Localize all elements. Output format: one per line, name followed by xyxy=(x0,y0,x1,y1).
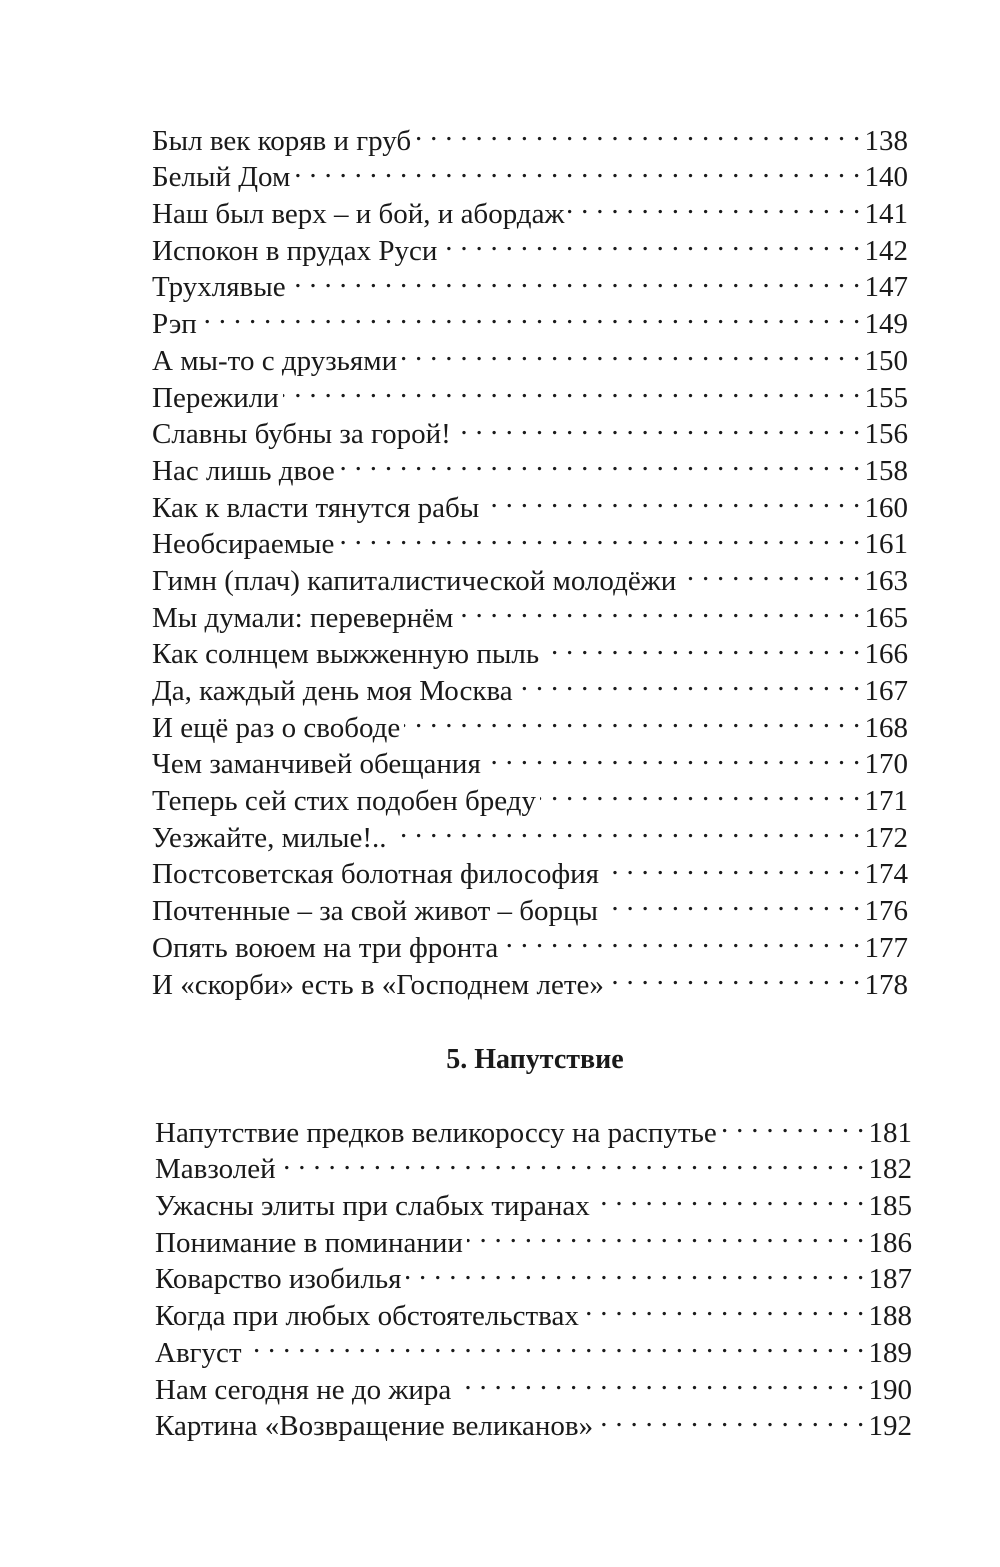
toc-dot-leader xyxy=(290,260,861,297)
toc-entry-page-number: 168 xyxy=(864,711,908,744)
toc-entry-title: Нас лишь двое xyxy=(152,454,335,487)
toc-dot-leader xyxy=(608,957,861,994)
toc-dot-leader xyxy=(415,113,860,150)
toc-dot-leader xyxy=(583,1288,865,1325)
toc-entry-page-number: 188 xyxy=(868,1300,912,1333)
toc-entry xyxy=(152,296,908,341)
toc-entry xyxy=(152,113,908,157)
toc-dot-leader xyxy=(283,370,861,407)
toc-entry-page-number: 189 xyxy=(868,1336,912,1369)
toc-entry-page-number: 160 xyxy=(864,491,908,524)
toc-entry-page-number: 190 xyxy=(868,1373,912,1406)
toc-dot-leader xyxy=(517,663,861,700)
toc-entry-title: Был век коряв и груб xyxy=(152,124,412,157)
toc-dot-leader xyxy=(543,627,860,664)
toc-dot-leader xyxy=(568,186,860,223)
toc-entry-title: И «скорби» есть в «Господнем лете» xyxy=(152,968,604,1001)
toc-entry-page-number: 167 xyxy=(864,675,908,707)
toc-dot-leader xyxy=(483,480,860,517)
toc-entry-page-number: 165 xyxy=(864,601,908,634)
toc-entry-page-number: 187 xyxy=(868,1263,912,1296)
toc-dot-leader xyxy=(391,810,861,847)
toc-entry-page-number: 155 xyxy=(864,381,908,414)
toc-entry-title: Уезжайте, милые!.. xyxy=(152,821,387,854)
toc-entry-title: Пережили xyxy=(152,381,279,414)
toc-entry-title: Картина «Возвращение великанов» xyxy=(155,1410,594,1443)
toc-entry-title: Белый Дом xyxy=(152,161,291,194)
toc-entry-title: Понимание в поминании xyxy=(155,1226,463,1259)
toc-dot-leader xyxy=(680,553,860,590)
toc-entry-title: Трухлявые xyxy=(152,271,286,304)
toc-entry-page-number: 150 xyxy=(864,344,908,377)
toc-entry xyxy=(155,1362,912,1406)
toc-entry-title: А мы-то с друзьями xyxy=(152,344,398,377)
toc-entry-title: Чем заманчивей обещания xyxy=(152,748,481,781)
toc-entry-title: Постсоветская болотная философия xyxy=(152,858,599,891)
toc-dot-leader xyxy=(457,590,860,627)
toc-entry-page-number: 163 xyxy=(864,564,908,597)
toc-entry-title: Как солнцем выжженную пыль xyxy=(152,638,540,671)
toc-entry xyxy=(155,1105,912,1149)
toc-entry-page-number: 156 xyxy=(864,418,908,451)
toc-entry-page-number: 161 xyxy=(864,528,908,561)
toc-dot-leader xyxy=(401,333,860,370)
toc-dot-leader xyxy=(455,1362,864,1399)
toc-dot-leader xyxy=(721,1105,865,1142)
toc-dot-leader xyxy=(540,773,861,810)
toc-entry-page-number: 140 xyxy=(864,161,908,194)
toc-entry-title: Как к власти тянутся рабы xyxy=(152,491,480,524)
toc-dot-leader xyxy=(339,443,861,480)
toc-entry-title: Коварство изобилья xyxy=(155,1263,402,1296)
toc-entry-page-number: 147 xyxy=(864,271,908,304)
toc-entry-page-number: 186 xyxy=(868,1226,912,1259)
toc-dot-leader xyxy=(441,223,860,260)
toc-entry-page-number: 158 xyxy=(864,454,908,487)
toc-list-part2 xyxy=(155,1105,912,1443)
toc-entry-page-number: 138 xyxy=(864,124,908,157)
toc-entry-title: Да, каждый день моя Москва xyxy=(152,675,513,707)
toc-entry xyxy=(155,1325,912,1369)
toc-entry-title: Когда при любых обстоятельствах xyxy=(155,1300,579,1333)
toc-entry-title: Теперь сей стих подобен бреду xyxy=(152,785,536,818)
toc-dot-leader xyxy=(597,1399,864,1436)
toc-entry-page-number: 142 xyxy=(864,234,908,267)
toc-entry-title: Рэп xyxy=(152,308,197,341)
toc-dot-leader xyxy=(406,1252,865,1289)
toc-entry-page-number: 176 xyxy=(864,895,908,928)
toc-entry-page-number: 166 xyxy=(864,638,908,671)
toc-entry-page-number: 170 xyxy=(864,748,908,781)
toc-entry-title: Испокон в прудах Руси xyxy=(152,234,438,267)
toc-entry-page-number: 172 xyxy=(864,821,908,854)
toc-entry-title: Наш был верх – и бой, и абордаж xyxy=(152,198,565,231)
toc-dot-leader xyxy=(502,920,860,957)
toc-entry xyxy=(152,333,908,377)
toc-entry-page-number: 178 xyxy=(864,968,908,1001)
section-heading: 5. Напутствие xyxy=(446,1044,624,1075)
toc-entry-page-number: 149 xyxy=(864,308,908,341)
toc-entry-page-number: 141 xyxy=(864,198,908,231)
toc-dot-leader xyxy=(280,1142,865,1179)
toc-dot-leader xyxy=(294,150,860,187)
toc-entry-page-number: 181 xyxy=(868,1116,912,1149)
toc-entry-page-number: 182 xyxy=(868,1153,912,1186)
toc-dot-leader xyxy=(404,700,860,737)
toc-entry-page-number: 177 xyxy=(864,931,908,964)
toc-entry-title: Ужасны элиты при слабых тиранах xyxy=(155,1190,590,1223)
toc-entry-title: Опять воюем на три фронта xyxy=(152,931,499,964)
toc-entry-title: Почтенные – за свой живот – борцы xyxy=(152,895,599,928)
toc-dot-leader xyxy=(467,1215,865,1252)
toc-entry-title: Необсираемые xyxy=(152,528,335,561)
toc-dot-leader xyxy=(603,847,861,884)
toc-dot-leader xyxy=(338,517,860,554)
toc-dot-leader xyxy=(201,296,861,333)
toc-entry-title: Славны бубны за горой! xyxy=(152,418,451,451)
toc-entry-title: Нам сегодня не до жира xyxy=(155,1373,452,1406)
toc-entry-page-number: 185 xyxy=(868,1190,912,1223)
toc-list-part1 xyxy=(152,113,908,1001)
toc-dot-leader xyxy=(485,737,861,774)
toc-entry-title: Гимн (плач) капиталистической молодёжи xyxy=(152,564,677,597)
toc-entry-page-number: 171 xyxy=(864,785,908,818)
toc-entry-page-number: 192 xyxy=(868,1410,912,1443)
toc-dot-leader xyxy=(455,407,861,444)
toc-entry-title: Мы думали: перевернём xyxy=(152,601,454,634)
toc-entry-title: Напутствие предков великороссу на распутье xyxy=(155,1116,717,1149)
toc-dot-leader xyxy=(602,883,860,920)
toc-dot-leader xyxy=(594,1178,865,1215)
toc-entry-title: Мавзолей xyxy=(155,1153,276,1186)
toc-entry-title: Август xyxy=(155,1336,242,1369)
toc-entry-title: И ещё раз о свободе xyxy=(152,711,401,744)
toc-dot-leader xyxy=(246,1325,865,1362)
toc-entry-page-number: 174 xyxy=(864,858,908,891)
